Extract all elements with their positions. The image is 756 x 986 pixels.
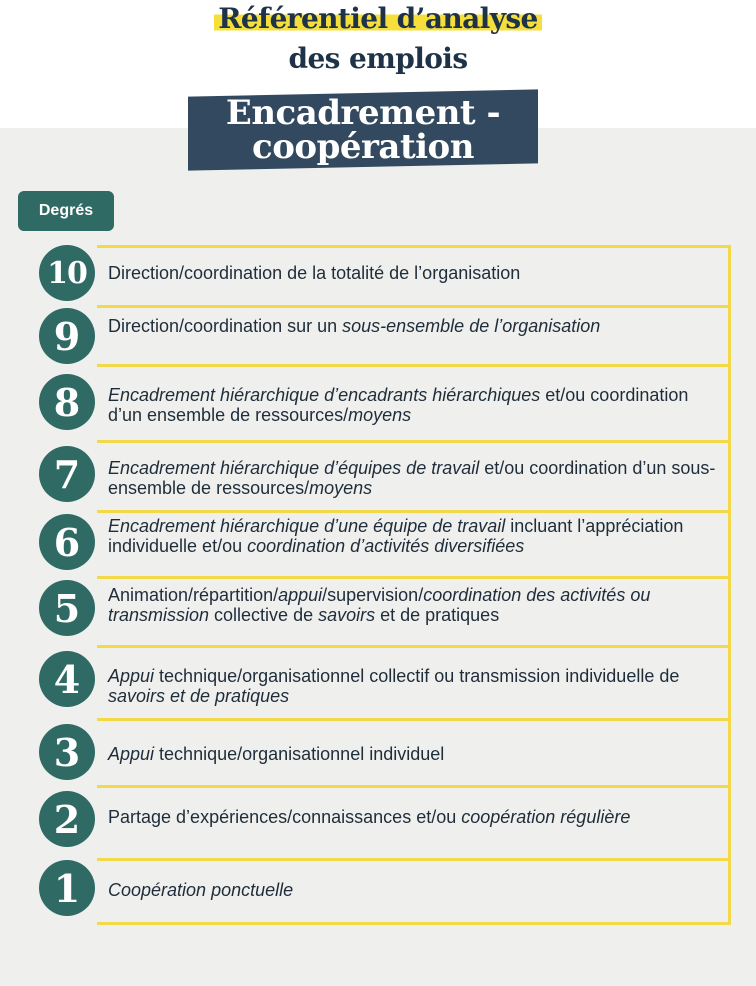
row-divider (97, 305, 730, 308)
row-divider (97, 364, 730, 367)
description-segment: Appui (108, 666, 155, 686)
description-segment: Direction/coordination sur un (108, 316, 343, 336)
degree-badge-4: 4 (39, 651, 95, 707)
description-segment: et de pratiques (375, 605, 500, 625)
description-segment: coordination des activités ou transmission (108, 585, 651, 625)
degree-badge-1: 1 (39, 860, 95, 916)
description-segment: incluant l’appréciation individuelle et/ou (108, 516, 684, 556)
row-divider (97, 440, 730, 443)
row-divider (97, 922, 730, 925)
degree-description-5 (108, 585, 718, 625)
degree-description-3 (108, 744, 718, 764)
degree-badge-3: 3 (39, 724, 95, 780)
description-segment: technique/organisationnel collectif ou transmission individuelle de (154, 666, 680, 686)
degree-description-9 (108, 316, 718, 336)
degree-badge-2: 2 (39, 791, 95, 847)
degree-description-2 (108, 807, 718, 827)
description-segment: Encadrement hiérarchique d’encadrants hiérarchiques (108, 385, 541, 405)
description-segment: Coopération ponctuelle (108, 880, 294, 900)
title-line-2: des emplois (288, 42, 468, 75)
degree-badge-8: 8 (39, 374, 95, 430)
row-divider (97, 576, 730, 579)
row-divider (97, 718, 730, 721)
row-divider (97, 645, 730, 648)
description-segment: Encadrement hiérarchique d’une équipe de travail (108, 516, 506, 536)
degree-badge-6: 6 (39, 514, 95, 570)
description-segment: moyens (309, 478, 373, 498)
degree-badge-5: 5 (39, 580, 95, 636)
row-divider (97, 510, 730, 513)
description-segment: sous-ensemble de l’organisation (342, 316, 601, 336)
description-segment: Animation/répartition/ (108, 585, 279, 605)
description-segment: savoirs (318, 605, 376, 625)
description-segment: et/ou coordination d’un sous-ensemble de ressources/ (108, 458, 716, 498)
description-segment: collective de (209, 605, 319, 625)
description-segment: Direction/coordination de la totalité de l’organisation (108, 263, 521, 283)
row-divider (97, 785, 730, 788)
description-segment: et/ou coordination d’un ensemble de ressources/ (108, 385, 689, 425)
description-segment: coordination d’activités diversifiées (247, 536, 525, 556)
description-segment: Encadrement hiérarchique d’équipes de travail (108, 458, 480, 478)
degrees-label: Degrés (18, 191, 114, 231)
degree-description-4 (108, 666, 718, 706)
row-divider (97, 858, 730, 861)
degree-description-1 (108, 880, 718, 900)
degree-description-8 (108, 385, 718, 425)
degree-badge-10: 10 (39, 245, 95, 301)
description-segment: technique/organisationnel individuel (154, 744, 445, 764)
degree-description-10 (108, 263, 718, 283)
degree-description-7 (108, 458, 718, 498)
list-right-border (728, 245, 731, 925)
description-segment: Partage d’expériences/connaissances et/ou (108, 807, 462, 827)
degree-badge-9: 9 (39, 308, 95, 364)
banner-line-2: coopération (252, 127, 474, 167)
description-segment: appui (278, 585, 323, 605)
banner-line-1: Encadrement - (225, 93, 501, 133)
degree-badge-7: 7 (39, 446, 95, 502)
description-segment: savoirs et de pratiques (108, 686, 290, 706)
title-highlight: Référentiel d’analyse (214, 2, 542, 35)
row-divider (97, 245, 730, 248)
description-segment: Appui (108, 744, 155, 764)
description-segment: /supervision/ (322, 585, 424, 605)
description-segment: moyens (348, 405, 412, 425)
description-segment: coopération régulière (461, 807, 631, 827)
degree-description-6 (108, 516, 718, 556)
